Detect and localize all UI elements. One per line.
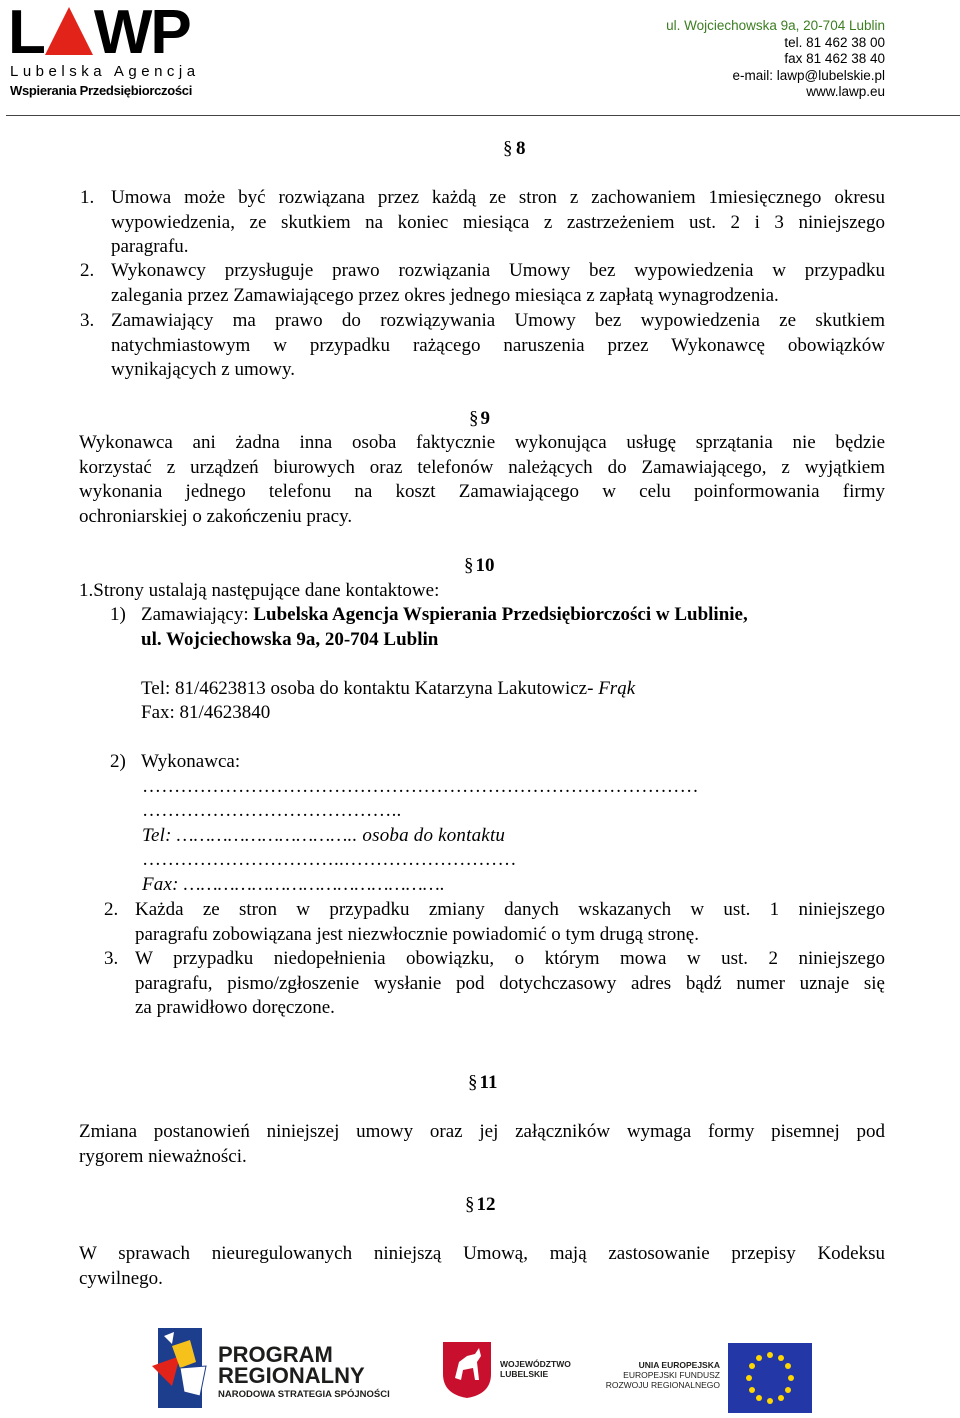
fill-in-dots: …………………………..……………………… xyxy=(142,849,517,870)
header-www[interactable]: www.lawp.eu xyxy=(806,84,885,99)
section-sign: § xyxy=(465,1194,475,1215)
party-label: Wykonawca: xyxy=(141,751,241,772)
paragraph-line: ochroniarskiej o zakończeniu pracy. xyxy=(79,505,353,527)
item-line: Zamawiający ma prawo do rozwiązywania Umowy bez wypowiedzenia ze skutkiem xyxy=(111,310,885,331)
lawp-logo xyxy=(8,0,213,100)
section-9-heading xyxy=(469,407,490,431)
footer-logos xyxy=(0,1320,960,1418)
item-line: natychmiastowym w przypadku rażącego naruszenia przez Wykonawcę obowiązków xyxy=(111,334,885,356)
item-line: paragrafu, pismo/zgłoszenie wysłanie pod dotychczasowy adres bądź numer uznaje się xyxy=(135,972,885,994)
program-line-3: NARODOWA STRATEGIA SPÓJNOŚCI xyxy=(218,1389,390,1400)
item-line: wypowiedzenia, ze skutkiem na koniec miesiąca z zastrzeżeniem ust. 2 i 3 niniejszego xyxy=(111,211,885,233)
ue-text xyxy=(606,1360,720,1390)
item-number: 3. xyxy=(80,310,95,331)
item-number: 1. xyxy=(80,187,95,208)
paragraph-line: cywilnego. xyxy=(79,1267,163,1289)
section-10-number: 10 xyxy=(475,555,495,576)
header-address: ul. Wojciechowska 9a, 20-704 Lublin xyxy=(666,18,885,33)
party-label: Zamawiający: xyxy=(141,604,254,625)
wojewodztwo-coat-of-arms xyxy=(441,1340,493,1400)
item-line: Wykonawcy przysługuje prawo rozwiązania Umowy bez wypowiedzenia w przypadku xyxy=(111,260,885,281)
party-number: 1) xyxy=(110,604,126,625)
header-divider xyxy=(6,115,960,116)
item-line: wynikających z umowy. xyxy=(111,359,295,380)
wojewodztwo-text xyxy=(500,1359,571,1379)
logo-wordmark: L WP xyxy=(8,0,190,67)
logo-line-1: Lubelska Agencja xyxy=(10,63,200,80)
party-2-fax: Fax: ………………………………………. xyxy=(142,873,445,895)
section-8-item-2 xyxy=(80,259,885,308)
section-8-item-3 xyxy=(80,309,885,383)
paragraph-line: korzystać z urządzeń biurowych oraz telefonów należących do Zamawiającego, z wyjątkiem xyxy=(79,456,885,478)
section-8-number: 8 xyxy=(516,138,526,159)
section-sign: § xyxy=(464,555,474,576)
section-12-heading xyxy=(465,1193,496,1217)
woj-line-2: LUBELSKIE xyxy=(500,1369,549,1379)
item-number: 2. xyxy=(80,260,95,281)
header-email[interactable]: e-mail: lawp@lubelskie.pl xyxy=(732,67,885,83)
paragraph-line: Wykonawca ani żadna inna osoba faktycznie wykonująca usługę sprzątania nie będzie xyxy=(79,432,885,453)
item-line: W przypadku niedopełnienia obowiązku, o którym mowa w ust. 2 niniejszego xyxy=(135,948,885,969)
section-10-item-3 xyxy=(104,947,885,1021)
program-regionalny-emblem xyxy=(150,1326,210,1410)
program-regionalny-text xyxy=(218,1344,365,1386)
section-8-heading xyxy=(503,137,526,161)
item-number: 2. xyxy=(104,899,119,920)
ue-line-2: EUROPEJSKI FUNDUSZ xyxy=(623,1370,720,1380)
section-12-text xyxy=(79,1242,885,1291)
item-line: paragrafu zobowiązana jest niezwłocznie powiadomić o tym drugą stronę. xyxy=(135,923,699,945)
party-contact-surname: Frąk xyxy=(598,677,636,699)
section-sign: § xyxy=(469,408,479,429)
party-fax: Fax: 81/4623840 xyxy=(141,702,271,723)
logo-red-triangle xyxy=(45,7,93,55)
section-10-intro: 1.Strony ustalają następujące dane kontaktowe: xyxy=(79,580,440,601)
eu-flag xyxy=(728,1343,812,1413)
section-sign: § xyxy=(503,138,513,159)
paragraph-line: wykonania jednego telefonu na koszt Zamawiającego w celu poinformowania firmy xyxy=(79,481,885,502)
section-8-item-1 xyxy=(80,186,885,260)
party-number: 2) xyxy=(110,751,126,772)
header-tel: tel. 81 462 38 00 xyxy=(784,34,885,50)
item-number: 3. xyxy=(104,948,119,969)
program-line-2: REGIONALNY xyxy=(218,1363,365,1388)
item-line: paragrafu. xyxy=(111,236,189,257)
section-11-number: 11 xyxy=(479,1072,498,1093)
party-tel: Tel: 81/4623813 osoba do kontaktu Katarzyna Lakutowicz- xyxy=(141,677,599,699)
paragraph-line: W sprawach nieuregulowanych niniejszą Umową, mają zastosowanie przepisy Kodeksu xyxy=(79,1243,885,1264)
header-fax: fax 81 462 38 40 xyxy=(784,51,885,66)
logo-line-2: Wspierania Przedsiębiorczości xyxy=(10,83,193,98)
section-11-text xyxy=(79,1120,885,1169)
section-9-text xyxy=(79,431,885,529)
woj-line-1: WOJEWÓDZTWO xyxy=(500,1359,571,1369)
item-line: Każda ze stron w przypadku zmiany danych wskazanych w ust. 1 niniejszego xyxy=(135,899,885,920)
party-address: ul. Wojciechowska 9a, 20-704 Lublin xyxy=(141,628,439,650)
section-11-heading xyxy=(468,1071,497,1095)
program-line-1: PROGRAM xyxy=(218,1342,333,1367)
paragraph-line: Zmiana postanowień niniejszej umowy oraz jej załączników wymaga formy pisemnej pod xyxy=(79,1121,885,1142)
header-contact xyxy=(666,18,885,101)
item-line: Umowa może być rozwiązana przez każdą ze stron z zachowaniem 1miesięcznego okresu xyxy=(111,187,885,208)
fill-in-dots: …………………………………………………………………………… xyxy=(142,775,699,797)
eu-stars-icon xyxy=(728,1343,812,1413)
party-name: Lubelska Agencja Wspierania Przedsiębiorczości w Lublinie, xyxy=(253,604,748,625)
fill-in-dots: ………………………………….. xyxy=(142,800,402,821)
item-line: zalegania przez Zamawiającego przez okres jednego miesiąca z zapłatą wynagrodzenia. xyxy=(111,284,779,306)
ue-line-3: ROZWOJU REGIONALNEGO xyxy=(605,1380,720,1390)
section-9-number: 9 xyxy=(480,408,490,429)
party-2 xyxy=(110,750,890,897)
party-1 xyxy=(110,603,850,726)
ue-line-1: UNIA EUROPEJSKA xyxy=(638,1360,720,1370)
section-10-item-2 xyxy=(104,898,885,947)
section-sign: § xyxy=(468,1072,478,1093)
paragraph-line: rygorem nieważności. xyxy=(79,1145,247,1167)
section-12-number: 12 xyxy=(476,1194,496,1215)
party-2-tel: Tel: ………………………….. osoba do kontaktu xyxy=(142,824,506,846)
item-line: za prawidłowo doręczone. xyxy=(135,997,335,1018)
section-10-heading xyxy=(464,554,495,578)
